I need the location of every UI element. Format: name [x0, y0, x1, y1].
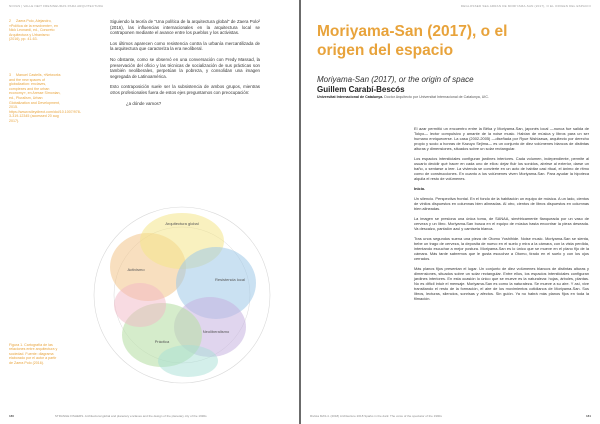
footnote-3 — [9, 73, 81, 124]
figure-caption: Figura 1. Cartografía de las relaciones entre arquitectura y sociedad. Fuente: diagrama elaborado por el autor a partir de Zaera Polo (2016). — [9, 343, 58, 365]
article-title: Moriyama-San (2017), o el origen del espacio — [317, 23, 508, 59]
footnote-2 — [9, 19, 61, 42]
footer-text: STRANGE FISHERS. Architectural global and planetary enclaves and the design of the planetary city of the 1990s — [54, 414, 207, 418]
paragraph: Tras unos segundos suena una pieza de Otomo Yoshihide. Noise music. Moriyama-San se sienta, bebe un trago de cerveza, la deposita de nuevo en el suelo y mira a la cámara, con la vista perdida, intentando escuchar a mejor postura. Moriyama-San es lo único que se mueve en el plano fijo de la cámara. Más tarde sabremos que le gusta escuchar a Otomo, tirado en el suelo y con los ojos cerrados. — [414, 236, 589, 261]
paragraph: Los espacios intersticiales configuran jardines interiores. Cada volumen, independiente, permite al usuario decidir qué hacer en cada uno de ellos: dejar fluir los sonidos, abrirse al exterior, darse un baño, o sentarse a leer. La vivienda se convierte en un acto de habitar casi ritual, el ánimo de ritmo como de construcciones. En cuanto a los volúmenes viven Moriyama-San. Para ayudar la hipoteca alquila el resto de volúmenes. — [414, 156, 589, 181]
running-head-right: DEGLOSSED SEA ARRAN DE MORIYAMA-SAN (2017), O EL ORIGEN DEL ESPACIO — [460, 4, 591, 8]
left-page — [0, 0, 299, 424]
affiliation-detail: Doctor Arquitecto por Universitat Internacional de Catalunya, UIC. — [383, 95, 489, 99]
footnote-text: Manuel Castells, «Networks and the new spaces of globalization: enclaves, complexes and the urban economy», en Aresse Simonian, ed., Pluralism, Urban Globalization and Development, 2015. https://www.wileydirect.com/doi/10.1007/978-3-319-12345 (accessed 20 aug 2017). — [9, 73, 81, 123]
footnote-number: 3 — [9, 73, 11, 77]
footer-left — [9, 414, 207, 418]
footer-text: Rivista MAS.4. (2018) Architecture 2018 Sparks in the dark: The voice of the spectator of the 1990s — [310, 414, 442, 418]
footer-right — [310, 414, 591, 418]
diagram-label: Práctica — [154, 339, 170, 344]
article-subtitle: Moriyama-San (2017), or the origin of space — [317, 75, 474, 84]
author-name: Guillem Carabí-Bescós — [317, 85, 405, 94]
affiliation-institution: Universitat Internacional de Catalunya. — [317, 95, 384, 99]
page-number: 180 — [9, 414, 15, 418]
diagram-blob-teal — [158, 345, 218, 377]
right-page — [301, 0, 600, 424]
left-body-column — [110, 19, 260, 111]
paragraph: No obstante, como se observó en una conversación con Fredy Massad, la preservación del oficio y las técnicas de socialización de sus prácticas son también neoliberales, perpetúan la pobreza, y consolidan una imagen segregada de Latinoamérica. — [110, 56, 260, 79]
footnote-text: Zaera Polo, Alejandro, «Política de la envolvente», en Nick Leonardi, ed., Concreto Arquitectura y Urbanismo (2016), pp. 41-63. — [9, 19, 58, 42]
author-affiliation — [317, 95, 489, 99]
right-body-column — [414, 126, 589, 306]
diagram-venn — [70, 175, 298, 410]
footnote-number: 2 — [9, 19, 11, 23]
paragraph: Un silencio. Perspectiva frontal. En el fondo de la habitación un equipo de música. A un lado, cientos de vinilos dispuestos en columnas bien alineadas. Al otro, cientos de libros dispuestos en columnas bien alineadas. — [414, 196, 589, 211]
page-number: 181 — [585, 414, 591, 418]
section-heading: Inicio. — [414, 186, 426, 191]
question: ¿a dónde vamos? — [126, 100, 162, 106]
diagram-label: Arquitectura global — [165, 221, 199, 226]
paragraph: Esto contraposición suele ser la subsistencia de ambos grupos, mientras otros profesionales fuera de estos ejes preguntamos con preocupación: — [110, 84, 260, 95]
diagram-label: Resistencia local — [214, 277, 246, 282]
paragraph: Los últimos aparecen como resistencia contra la urbanía mercantilizada de la arquitectura que caracteriza la era neoliberal. — [110, 40, 260, 52]
paragraph: Siguiendo la teoría de "Una política de la arquitectura global" de Zaera Polo² (2016), las influencias internacionales en la arquitectura local se contraponen mediante el avance entre los pueblos y los activistas. — [110, 19, 260, 36]
paragraph: El azar permitió un encuentro entre la Bêka y Moriyama-San, japonés local —nunca fue salida de Tokyo— lector compulsivo y amante de la noise music. Habían de música y libros para un ser humano enriquecerse. La casa (2002-2005) —diseñada por Ryue Nishizawa, arquitecto por derecho propio y socio a honras de Kazuyo Sejima— es un conjunto de diez volúmenes blancos de distintas alturas y dimensiones, situados sobre un solar rectangular. — [414, 126, 589, 151]
diagram-blob-pink — [114, 283, 166, 327]
running-head-left: NOVAS | VALLE NEIT FRESINEURAS PARA ARQUITECTURA — [9, 4, 104, 8]
paragraph: La imagen se presiona una única toma, de SANAA, simétricamente flanqueada por un vaso de cerveza y un libro. Moriyama-San busca en el equipo de música hasta encontrar la pieza deseada. Va descalzo, pantalón azul y camiseta blanca. — [414, 216, 589, 231]
paragraph: Más planos fijos presentan el lugar. Un conjunto de diez volúmenes blancos de distintas alturas y dimensiones, situados sobre un solar rectangular. Entre ellos, los espacios intersticiales configuran jardines interiores. En esta ocasión lo único que se mueve es la naturaleza: hojas, árboles, plantas. No es difícil intuir el mensaje. Moriyama-San es como la naturaleza. Se mueve a su aire. Y así, vive transitando el resto de la formación, el aire de los movimientos cotidianos de Moriyama-San. Sus libros, lecturas, silencios, sonrisas y afectos. Sin guión. Ya no habrá más planos fijos en toda la filmación. — [414, 266, 589, 301]
diagram-label: Activismo — [127, 267, 145, 272]
diagram-label: Neoliberalismo — [202, 329, 230, 334]
